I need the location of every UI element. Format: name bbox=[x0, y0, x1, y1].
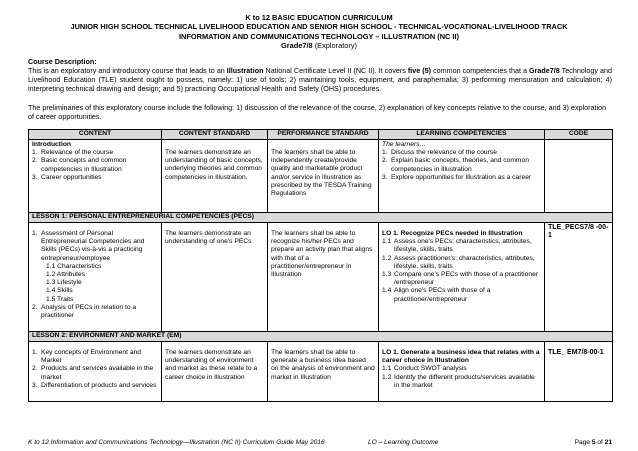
header-performance-standard: PERFORMANCE STANDARD bbox=[268, 130, 379, 140]
lesson-2-content-standard: The learners demonstrate an understanding of environment and market as these relate to a career choice in Illustration bbox=[162, 342, 268, 402]
footer-legend: LO – Learning Outcome bbox=[368, 439, 439, 446]
intro-code bbox=[545, 140, 613, 213]
lesson-2-title: LESSON 2: ENVIRONMENT AND MARKET (EM) bbox=[29, 332, 613, 342]
preliminaries-paragraph: The preliminaries of this exploratory course include the following: 1) discussion of the relevance of the course, 2) explanation of key concepts relative to the course, and 3) exploration of career opportunities. bbox=[28, 103, 607, 122]
course-description-heading: Course Description: bbox=[28, 57, 97, 66]
lesson-2-performance-standard: The learners shall be able to generate a business idea based on the analysis of environment and market in Illustration bbox=[268, 342, 379, 402]
lesson-1-learning-competencies: LO 1. Recognize PECs needed in Illustration 1.1 Assess one's PECs: characteristics, attributes, lifestyle, skills, traits 1.2 Assess practitioner's: characteristics, attributes, lifestyle, skills, traits 1.3 Compare one's PECs with those of a practitioner /entrepreneur 1.4 Align one's PECs with those of a practitioner/entrepreneur bbox=[379, 223, 545, 332]
header-line-3: INFORMATION AND COMMUNICATIONS TECHNOLOGY – ILLUSTRATION (NC II) bbox=[178, 31, 459, 41]
table-row-lesson-1 bbox=[29, 223, 613, 332]
intro-content: Introduction 1. Relevance of the course 2. Basic concepts and common competencies in Illustration 3. Career opportunities bbox=[29, 140, 162, 213]
header-content: CONTENT bbox=[29, 130, 162, 140]
intro-content-standard: The learners demonstrate an understanding of basic concepts, underlying theories and common competencies in Illustration. bbox=[162, 140, 268, 213]
lesson-1-content-standard: The learners demonstrate an understanding of one's PECs bbox=[162, 223, 268, 332]
lesson-1-content: 1. Assessment of Personal Entrepreneurial Competencies and Skills (PECs) vis-à-vis a practicing entrepreneur/employee 1.1 Characteristics 1.2 Attributes 1.3 Lifestyle 1.4 Skills 1.5 Traits 2. Analysis of PECs in relation to a practitioner bbox=[29, 223, 162, 332]
header-line-1: K to 12 BASIC EDUCATION CURRICULUM bbox=[245, 13, 393, 22]
lesson-1-performance-standard: The learners shall be able to recognize his/her PECs and prepare an activity plan that aligns with that of a practitioner/entrepreneur in Illustration bbox=[268, 223, 379, 332]
header-line-2: JUNIOR HIGH SCHOOL TECHNICAL LIVELIHOOD EDUCATION AND SENIOR HIGH SCHOOL - TECHNICAL-VOCATIONAL-LIVELIHOOD TRACK bbox=[70, 22, 568, 32]
lesson-2-row bbox=[29, 332, 613, 342]
intro-learning-competencies: The learners… 1. Discuss the relevance of the course 2. Explain basic concepts, theories, and common competencies in Illustration 3. Explore opportunities for Illustration as a career bbox=[379, 140, 545, 213]
lesson-1-title: LESSON 1: PERSONAL ENTREPRENEURIAL COMPETENCIES (PECS) bbox=[29, 213, 613, 223]
lesson-1-row bbox=[29, 213, 613, 223]
footer-document-title: K to 12 Information and Communications Technology—Illustration (NC II) Curriculum Guide May 2016 bbox=[28, 439, 325, 446]
lesson-2-learning-competencies: LO 1. Generate a business idea that relates with a career choice in Illustration 1.1 Conduct SWOT analysis 1.2 Identify the different products/services available in the market bbox=[379, 342, 545, 402]
lesson-1-code: TLE_PECS7/8 -00-1 bbox=[545, 223, 613, 332]
header-learning-competencies: LEARNING COMPETENCIES bbox=[379, 130, 545, 140]
intro-performance-standard: The learners shall be able to independently create/provide quality and marketable product and/or service in Illustration as prescribed by the TESDA Training Regulations bbox=[268, 140, 379, 213]
table-header-row bbox=[29, 130, 613, 140]
footer-page-number: Page 5 of 21 bbox=[574, 439, 612, 446]
document-header bbox=[0, 13, 638, 51]
header-code: CODE bbox=[545, 130, 613, 140]
lesson-2-code: TLE_ EM7/8-00-1 bbox=[545, 342, 613, 402]
course-description-paragraph: This is an exploratory and introductory course that leads to an Illustration National Certificate Level II (NC II). It covers five (5) common competencies that a Grade7/8 Technology and Livelihood Education (TLE) student ought to possess, namely: 1) use of tools; 2) maintaining tools, equipment, and paraphernalia; 3) performing mensuration and calculation; 4) interpreting technical drawing and design; and 5) practicing Occupational Health and Safety (OHS) procedures. bbox=[28, 66, 612, 94]
header-content-standard: CONTENT STANDARD bbox=[162, 130, 268, 140]
table-row-introduction bbox=[29, 140, 613, 213]
lesson-2-content: 1. Key concepts of Environment and Market 2. Products and services available in the market 3. Differentiation of products and services bbox=[29, 342, 162, 402]
table-row-lesson-2 bbox=[29, 342, 613, 402]
curriculum-table bbox=[28, 129, 613, 402]
header-grade: Grade7/8 (Exploratory) bbox=[281, 41, 357, 51]
